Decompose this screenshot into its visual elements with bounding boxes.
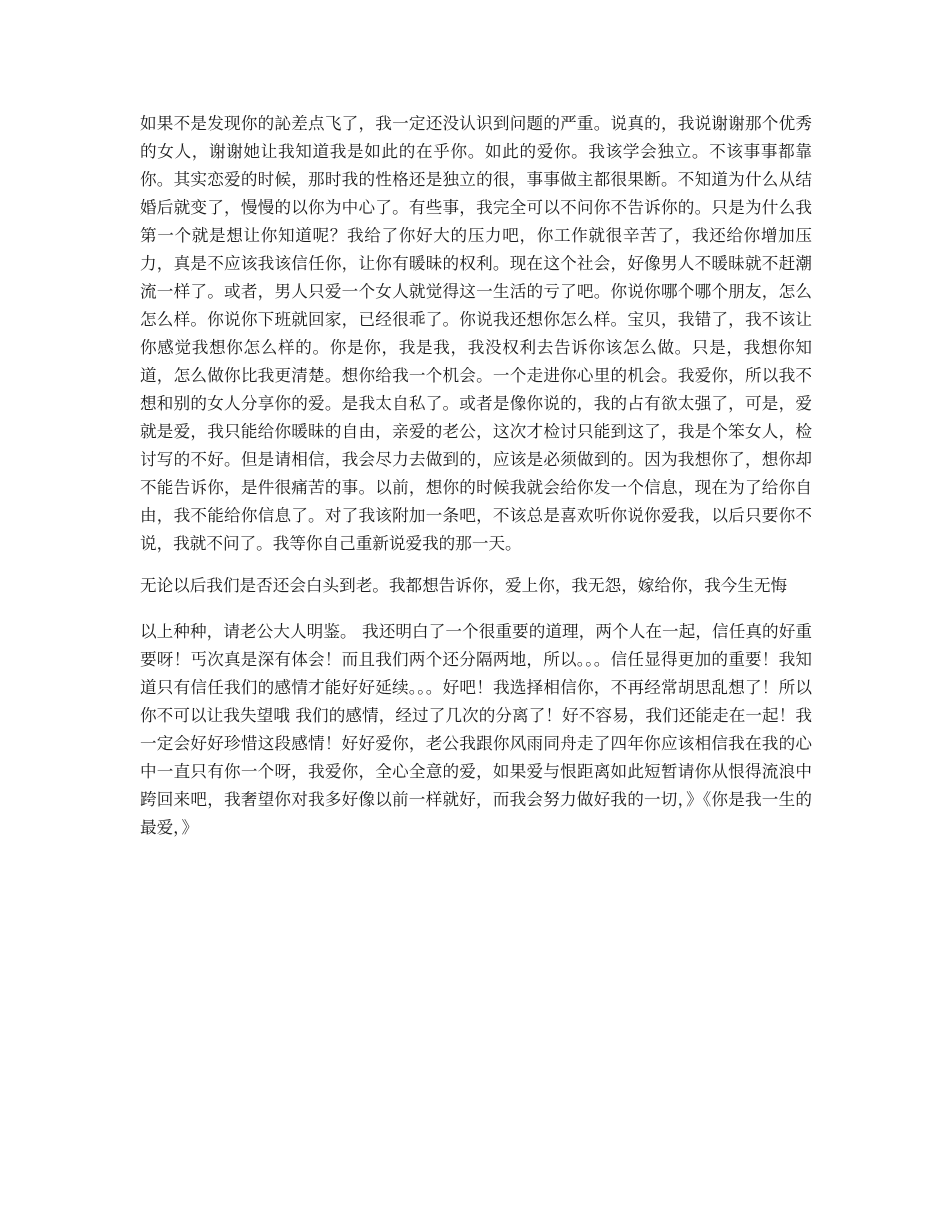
paragraph-vow: 无论以后我们是否还会白头到老。我都想告诉你，爱上你，我无怨，嫁给你，我今生无悔 [140,576,788,595]
paragraph-letter-body: 如果不是发现你的訫差点飞了，我一定还没认识到问题的严重。说真的，我说谢谢那个优秀的女人，谢谢她让我知道我是如此的在乎你。如此的爱你。我该学会独立。不该事事都靠你。其实恋爱的时候，那时我的性格还是独立的很，事事做主都很果断。不知道为什么从结婚后就变了，慢慢的以你为中心了。有些事，我完全可以不问你不告诉你的。只是为什么我第一个就是想让你知道呢？我给了你好大的压力吧，你工作就很辛苦了，我还给你增加压力，真是不应该我该信任你，让你有暖昧的权利。现在这个社会，好像男人不暖昧就不赶潮流一样了。或者，男人只爱一个女人就觉得这一生活的亏了吧。你说你哪个哪个朋友，怎么怎么样。你说你下班就回家，已经很乖了。你说我还想你怎么样。宝贝，我错了，我不该让你感觉我想你怎么样的。你是你，我是我，我没权利去告诉你该怎么做。只是，我想你知道，怎么做你比我更清楚。想你给我一个机会。一个走进你心里的机会。我爱你，所以我不想和别的女人分享你的爱。是我太自私了。或者是像你说的，我的占有欲太强了，可是，爱就是爱，我只能给你暖昧的自由，亲爱的老公，这次才检讨只能到这了，我是个笨女人，检讨写的不好。但是请相信，我会尽力去做到的，应该是必须做到的。因为我想你了，想你却不能告诉你，是件很痛苦的事。以前，想你的时候我就会给你发一个信息，现在为了给你自由，我不能给你信息了。对了我该附加一条吧，不该总是喜欢听你说你爱我，以后只要你不说，我就不问了。我等你自己重新说爱我的那一天。 [140,114,812,553]
document-page [140,110,812,856]
paragraph-closing: 以上种种，请老公大人明鉴。 我还明白了一个很重要的道理，两个人在一起，信任真的好重要呀！丐次真是深有体会！而且我们两个还分隔两地，所以。。。信任显得更加的重要！我知道只有信任我们的感情才能好好延续。。。好吧！我选择相信你，不再经常胡思乱想了！所以你不可以让我失望哦 我们的感情，经过了几次的分离了！好不容易，我们还能走在一起！我一定会好好珍惜这段感情！好好爱你，老公我跟你风雨同舟走了四年你应该相信我在我的心中一直只有你一个呀，我爱你，全心全意的爱，如果爱与恨距离如此短暂请你从恨得流浪中跨回来吧，我奢望你对我多好像以前一样就好，而我会努力做好我的一切，》《你是我一生的最爱，》 [140,622,812,837]
